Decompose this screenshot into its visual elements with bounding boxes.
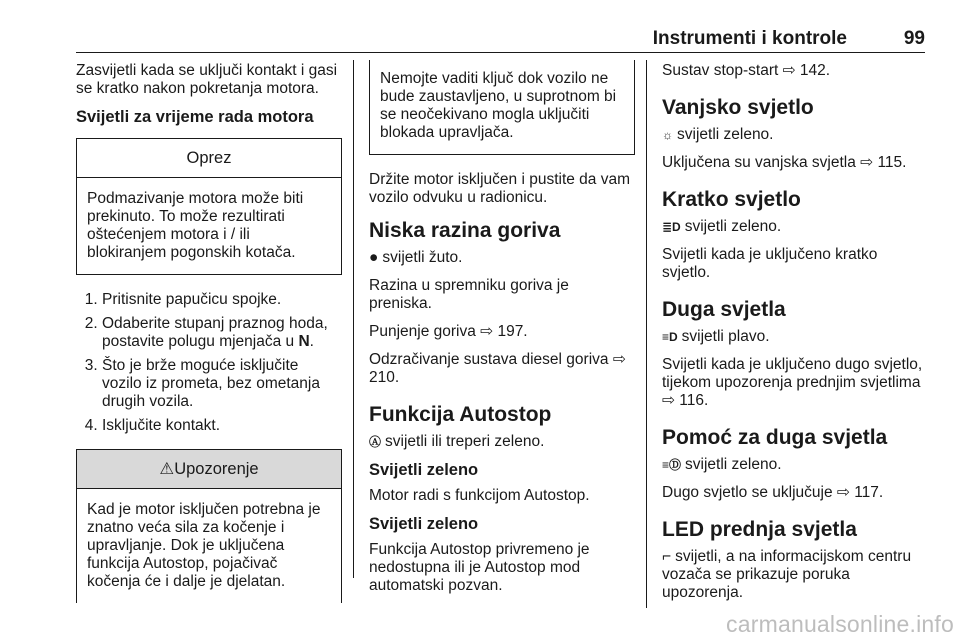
caution-body: Podmazivanje motora može biti prekinuto. To može rezultirati oštećenjem motora i / ili blokiranjem pogonskih kotača. <box>87 190 304 261</box>
page-title: Instrumenti i kontrole <box>652 28 847 49</box>
fuel-text-1: Razina u spremniku goriva je preniska. <box>369 277 569 312</box>
autostop-text-2: Funkcija Autostop privremeno je nedostupna ili je Autostop mod automatski pozvan. <box>369 541 590 594</box>
step-item: 3. Što je brže moguće isključite vozilo iz prometa, bez ometanja drugih vozila. <box>102 357 342 411</box>
caution-box <box>76 138 342 275</box>
low-beam-icon: ≣D <box>662 220 681 234</box>
high-beam-icon: ≡D <box>662 330 678 344</box>
section-heading: Svijetli za vrijeme rada motora <box>76 108 314 126</box>
intro-text: Zasvijetli kada se uključi kontakt i gasi se kratko nakon pokretanja motora. <box>76 62 338 97</box>
column-divider-2 <box>646 60 647 608</box>
low-beam-heading: Kratko svjetlo <box>662 188 801 211</box>
exterior-heading: Vanjsko svjetlo <box>662 96 814 119</box>
high-beam-text: Svijetli kada je uključeno dugo svjetlo, tijekom upozorenja prednjim svjetlima ⇨ 116. <box>662 356 923 409</box>
autostop-sub-2: Svijetli zeleno <box>369 515 479 533</box>
steps-list <box>76 291 342 435</box>
high-beam-assist-icon: ≡Ⓓ <box>662 458 682 472</box>
page-header <box>76 26 925 50</box>
autostop-sub-1: Svijetli zeleno <box>369 461 479 479</box>
autostop-icon: Ⓐ <box>369 435 382 449</box>
led-heading: LED prednja svjetla <box>662 518 857 541</box>
fuel-text-3: Odzračivanje sustava diesel goriva ⇨ 210. <box>369 351 626 386</box>
warning-box <box>76 449 342 603</box>
fuel-text-2: Punjenje goriva ⇨ 197. <box>369 323 528 340</box>
assist-heading: Pomoć za duga svjetla <box>662 426 888 449</box>
column-divider-1 <box>353 60 354 578</box>
autostop-text-1: Motor radi s funkcijom Autostop. <box>369 487 590 504</box>
high-beam-heading: Duga svjetla <box>662 298 786 321</box>
autostop-heading: Funkcija Autostop <box>369 403 552 426</box>
header-rule <box>76 52 925 53</box>
step-item: 1. Pritisnite papučicu spojke. <box>102 291 342 309</box>
tow-text: Držite motor isključen i pustite da vam vozilo odvuku u radionicu. <box>369 171 631 206</box>
page-number: 99 <box>903 28 925 49</box>
led-headlight-icon: ⌐ <box>662 548 672 565</box>
warning-box-text: Nemojte vaditi ključ dok vozilo ne bude zaustavljeno, u suprotnom bi se neočekivano mogla uključiti blokada upravljača. <box>380 70 617 141</box>
caution-title: Oprez <box>77 139 341 178</box>
warning-triangle-icon: ⚠ <box>159 460 175 478</box>
assist-text: Dugo svjetlo se uključuje ⇨ 117. <box>662 484 884 501</box>
warning-box-continued <box>369 60 635 155</box>
column-2: Nemojte vaditi ključ dok vozilo ne bude zaustavljeno, u suprotnom bi se neočekivano mogla uključiti blokada upravljača. Držite motor isključen i pustite da vam vozilo odvuku u radionicu. Niska razina goriva ● svijetli žuto. Razina u spremniku goriva je preniska. Punjenje goriva ⇨ 197. Odzračivanje sustava diesel goriva ⇨ 210. Funkcija Autostop Ⓐ svijetli ili treperi zeleno. Svijetli zeleno Motor radi s funkcijom Autostop. Svijetli zeleno Funkcija Autostop privremeno je nedostupna ili je Autostop mod automatski pozvan. <box>369 62 635 605</box>
warning-title: ⚠Upozorenje <box>77 450 341 489</box>
exterior-light-icon: ☼ <box>662 128 673 142</box>
watermark: carmanualsonline.info <box>726 611 954 637</box>
fuel-heading: Niska razina goriva <box>369 219 561 242</box>
column-3: Sustav stop-start ⇨ 142. Vanjsko svjetlo ☼ svijetli zeleno. Uključena su vanjska svjetla ⇨ 115. Kratko svjetlo ≣D svijetli zeleno. Svijetli kada je uključeno kratko svjetlo. Duga svjetla ≡D svijetli plavo. Svijetli kada je uključeno dugo svjetlo, tijekom upozorenja prednjim svjetlima ⇨ 116. Pomoć za duga svjetla ≡Ⓓ svijetli zeleno. Dugo svjetlo se uključuje ⇨ 117. LED prednja svjetla ⌐ svijetli, a na informacijskom centru vozača se prikazuje poruka upozorenja. <box>662 62 928 612</box>
step-item: 2. Odaberite stupanj praznog hoda, postavite polugu mjenjača u N. <box>102 315 342 351</box>
exterior-text: Uključena su vanjska svjetla ⇨ 115. <box>662 154 907 171</box>
stop-start-ref: Sustav stop-start ⇨ 142. <box>662 62 831 79</box>
warning-body: Kad je motor isključen potrebna je znatno veća sila za kočenje i upravljanje. Dok je uključena funkcija Autostop, pojačivač kočenja će i dalje je djelatan. <box>87 501 321 590</box>
column-1 <box>76 62 342 603</box>
dot-icon: ● <box>369 249 379 266</box>
step-item: 4. Isključite kontakt. <box>102 417 342 435</box>
low-beam-text: Svijetli kada je uključeno kratko svjetlo. <box>662 246 878 281</box>
